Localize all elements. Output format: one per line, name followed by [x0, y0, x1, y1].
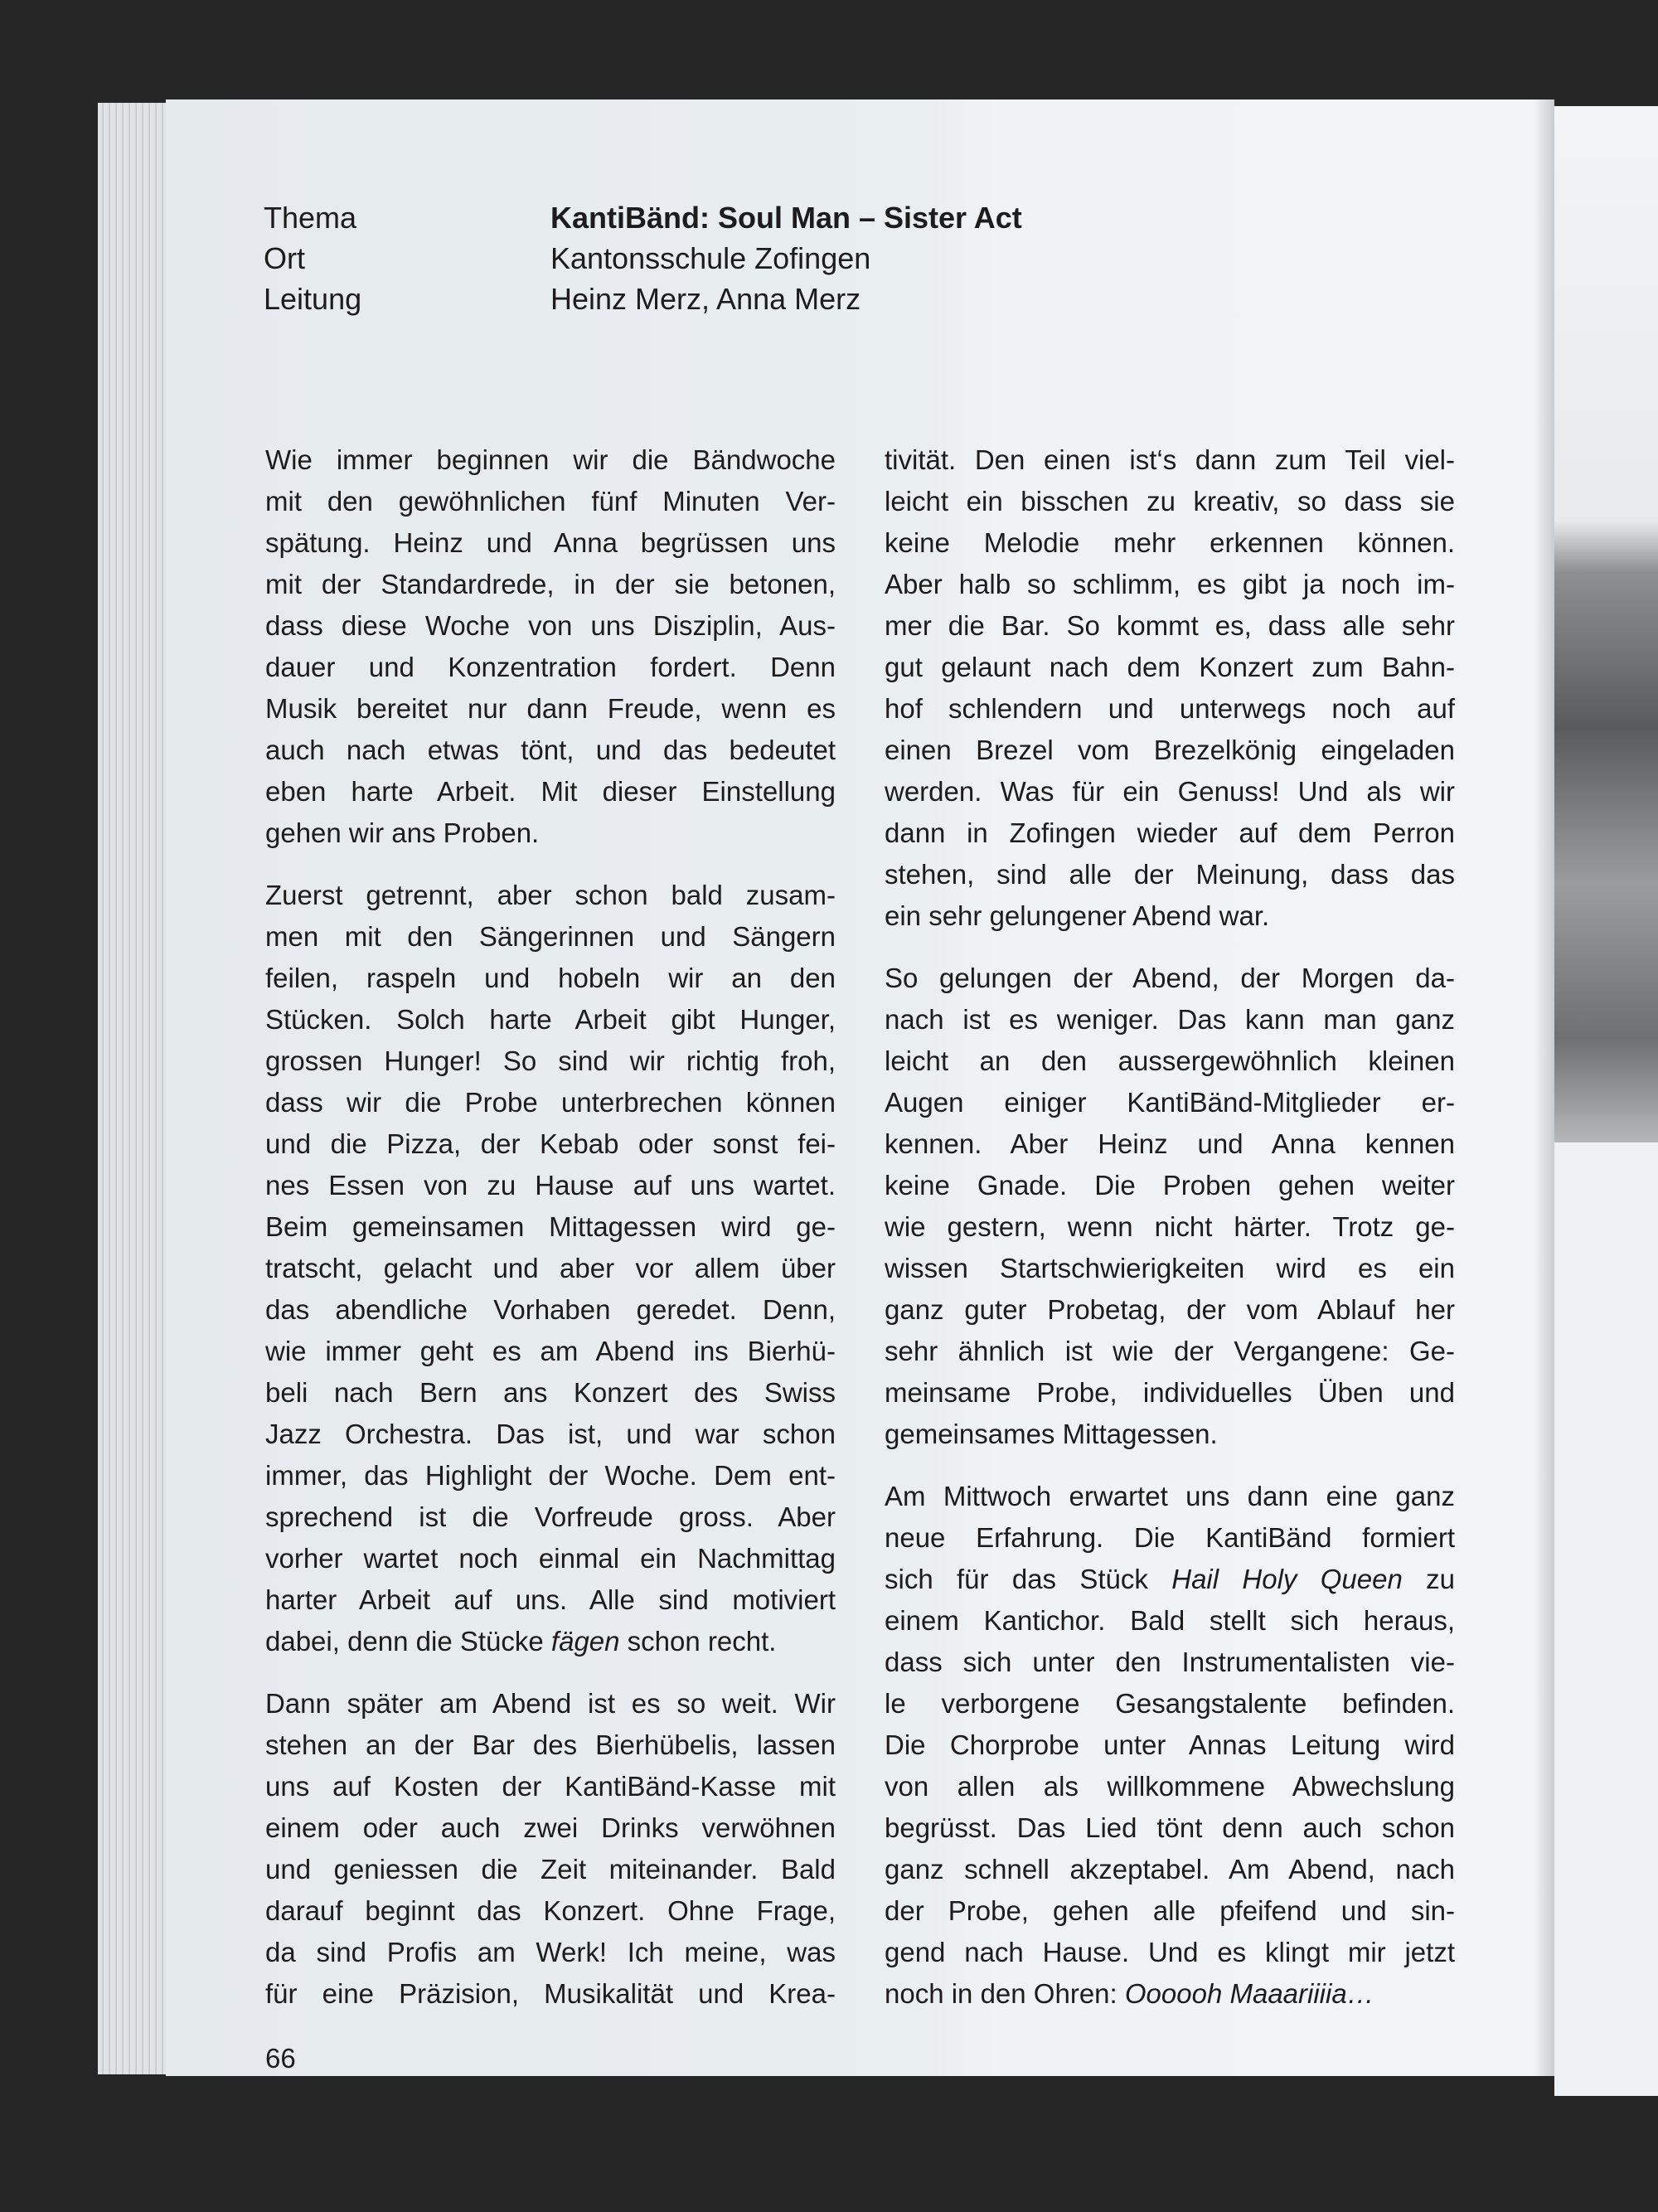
meta-label: Leitung — [264, 282, 362, 316]
text-line: Die Chorprobe unter Annas Leitung wird — [885, 1729, 1455, 1760]
text-line: Zuerst getrennt, aber schon bald zusam- — [265, 880, 836, 910]
text-line: wissen Startschwierigkeiten wird es ein — [885, 1253, 1455, 1283]
text-line: sehr ähnlich ist wie der Vergangene: Ge- — [885, 1336, 1455, 1366]
text-line: hof schlendern und unterwegs noch auf — [885, 693, 1455, 724]
text-line: Beim gemeinsamen Mittagessen wird ge- — [265, 1211, 836, 1242]
text-segment: sich für das Stück — [885, 1564, 1172, 1594]
text-line: neue Erfahrung. Die KantiBänd formiert — [885, 1522, 1455, 1553]
text-line: einem Kantichor. Bald stellt sich heraus, — [885, 1605, 1455, 1636]
text-line: wie gestern, wenn nicht härter. Trotz ge- — [885, 1211, 1455, 1242]
text-line: nach ist es weniger. Das kann man ganz — [885, 1004, 1455, 1035]
text-line: le verborgene Gesangstalente befinden. — [885, 1688, 1455, 1719]
italic-text: Hail Holy Queen — [1171, 1564, 1403, 1594]
meta-label: Thema — [264, 201, 357, 235]
page-edges — [98, 103, 172, 2074]
text-segment: dabei, denn die Stücke — [265, 1626, 551, 1657]
text-column-right — [885, 439, 1455, 2015]
text-line: das abendliche Vorhaben geredet. Denn, — [265, 1294, 836, 1325]
italic-text: fägen — [550, 1626, 620, 1657]
text-line: begrüsst. Das Lied tönt denn auch schon — [885, 1812, 1455, 1843]
book-gutter — [1534, 99, 1554, 2076]
text-line: mit der Standardrede, in der sie betonen, — [265, 569, 836, 599]
text-line: gend nach Hause. Und es klingt mir jetzt — [885, 1937, 1455, 1967]
text-line: mit den gewöhnlichen fünf Minuten Ver- — [265, 486, 836, 517]
paragraph — [265, 1683, 836, 2015]
text-line — [265, 1621, 836, 1662]
text-line: und geniessen die Zeit miteinander. Bald — [265, 1854, 836, 1885]
text-line: ganz guter Probetag, der vom Ablauf her — [885, 1294, 1455, 1325]
text-line — [885, 1973, 1455, 2015]
text-line: tivität. Den einen ist‘s dann zum Teil viel- — [885, 444, 1455, 475]
text-line: dass sich unter den Instrumentalisten vie- — [885, 1647, 1455, 1677]
text-line: dass diese Woche von uns Disziplin, Aus- — [265, 610, 836, 641]
text-line: men mit den Sängerinnen und Sängern — [265, 921, 836, 952]
text-line: keine Gnade. Die Proben gehen weiter — [885, 1170, 1455, 1201]
text-line — [885, 1559, 1455, 1600]
text-line: feilen, raspeln und hobeln wir an den — [265, 963, 836, 993]
text-line: leicht ein bisschen zu kreativ, so dass sie — [885, 486, 1455, 517]
text-line: vorher wartet noch einmal ein Nachmittag — [265, 1543, 836, 1574]
text-line: ein sehr gelungener Abend war. — [885, 900, 1270, 931]
page-number: 66 — [265, 2043, 296, 2074]
text-line: ganz schnell akzeptabel. Am Abend, nach — [885, 1854, 1455, 1885]
text-line: auch nach etwas tönt, und das bedeutet — [265, 735, 836, 765]
text-line: So gelungen der Abend, der Morgen da- — [885, 963, 1455, 993]
text-line: eben harte Arbeit. Mit dieser Einstellung — [265, 776, 836, 807]
paragraph — [265, 875, 836, 1662]
text-line: harter Arbeit auf uns. Alle sind motiviert — [265, 1584, 836, 1615]
text-column-left — [265, 439, 836, 2015]
text-line: gehen wir ans Proben. — [265, 817, 540, 848]
text-line: grossen Hunger! So sind wir richtig froh, — [265, 1045, 836, 1076]
meta-row-ort — [264, 238, 1022, 279]
text-line: einem oder auch zwei Drinks verwöhnen — [265, 1812, 836, 1843]
band-photo — [1554, 106, 1658, 1142]
text-line: von allen als willkommene Abwechslung — [885, 1771, 1455, 1802]
text-line: Augen einiger KantiBänd-Mitglieder er- — [885, 1087, 1455, 1118]
text-line: immer, das Highlight der Woche. Dem ent- — [265, 1460, 836, 1491]
text-line: gemeinsames Mittagessen. — [885, 1419, 1218, 1449]
paragraph — [265, 439, 836, 854]
text-line: Aber halb so schlimm, es gibt ja noch im- — [885, 569, 1455, 599]
text-line: darauf beginnt das Konzert. Ohne Frage, — [265, 1895, 836, 1926]
text-line: Wie immer beginnen wir die Bändwoche — [265, 444, 836, 475]
text-line: stehen, sind alle der Meinung, dass das — [885, 859, 1455, 890]
text-line: beli nach Bern ans Konzert des Swiss — [265, 1377, 836, 1408]
article-meta — [264, 197, 1022, 319]
text-line: der Probe, gehen alle pfeifend und sin- — [885, 1895, 1455, 1926]
text-line: tratscht, gelacht und aber vor allem über — [265, 1253, 836, 1283]
text-line: dann in Zofingen wieder auf dem Perron — [885, 817, 1455, 848]
text-line: da sind Profis am Werk! Ich meine, was — [265, 1937, 836, 1967]
text-line: leicht an den aussergewöhnlich kleinen — [885, 1045, 1455, 1076]
paragraph — [885, 1476, 1455, 2015]
text-line: einen Brezel vom Brezelkönig eingeladen — [885, 735, 1455, 765]
text-line: meinsame Probe, individuelles Üben und — [885, 1377, 1455, 1408]
text-line: nes Essen von zu Hause auf uns wartet. — [265, 1170, 836, 1201]
text-line: und die Pizza, der Kebab oder sonst fei- — [265, 1128, 836, 1159]
text-line: dauer und Konzentration fordert. Denn — [265, 652, 836, 682]
text-line: wie immer geht es am Abend ins Bierhü- — [265, 1336, 836, 1366]
paragraph — [885, 439, 1455, 937]
text-line: sprechend ist die Vorfreude gross. Aber — [265, 1501, 836, 1532]
text-line: Dann später am Abend ist es so weit. Wir — [265, 1688, 836, 1719]
article-title: KantiBänd: Soul Man – Sister Act — [550, 201, 1022, 235]
meta-label: Ort — [264, 241, 305, 275]
text-line: stehen an der Bar des Bierhübelis, lassen — [265, 1729, 836, 1760]
paragraph — [885, 958, 1455, 1455]
text-line: Musik bereitet nur dann Freude, wenn es — [265, 693, 836, 724]
meta-row-thema — [264, 197, 1022, 238]
text-line: spätung. Heinz und Anna begrüssen uns — [265, 527, 836, 558]
text-line: dass wir die Probe unterbrechen können — [265, 1087, 836, 1118]
text-line: für eine Präzision, Musikalität und Krea- — [265, 1978, 836, 2009]
text-line: Stücken. Solch harte Arbeit gibt Hunger, — [265, 1004, 836, 1035]
meta-row-leitung — [264, 279, 1022, 319]
text-line: mer die Bar. So kommt es, dass alle sehr — [885, 610, 1455, 641]
text-line: uns auf Kosten der KantiBänd-Kasse mit — [265, 1771, 836, 1802]
text-line: Jazz Orchestra. Das ist, und war schon — [265, 1419, 836, 1449]
meta-value: Heinz Merz, Anna Merz — [550, 282, 861, 316]
text-line: Am Mittwoch erwartet uns dann eine ganz — [885, 1481, 1455, 1511]
text-segment: zu — [1402, 1564, 1456, 1594]
text-segment: schon recht. — [619, 1626, 777, 1657]
text-line: kennen. Aber Heinz und Anna kennen — [885, 1128, 1455, 1159]
meta-value: Kantonsschule Zofingen — [550, 241, 871, 275]
text-segment: noch in den Ohren: — [885, 1978, 1125, 2009]
text-line: gut gelaunt nach dem Konzert zum Bahn- — [885, 652, 1455, 682]
italic-text: Oooooh Maaariiiia… — [1124, 1978, 1374, 2009]
text-line: werden. Was für ein Genuss! Und als wir — [885, 776, 1455, 807]
text-line: keine Melodie mehr erkennen können. — [885, 527, 1455, 558]
